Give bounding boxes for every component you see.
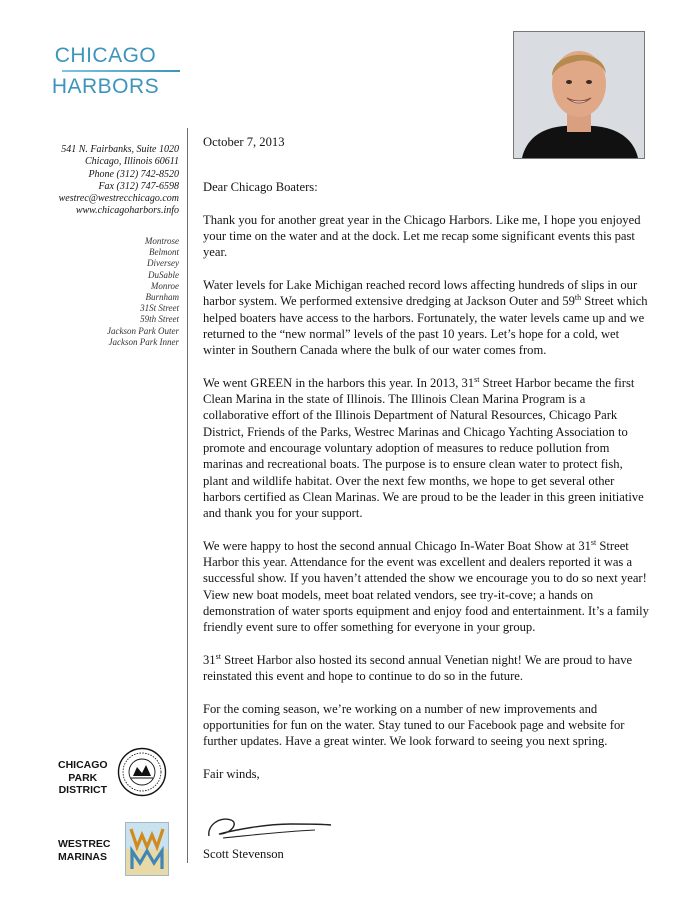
cpd-line: PARK	[68, 771, 98, 784]
paragraph-text: Water levels for Lake Michigan reached record lows affecting hundreds of slips in our harbor system. We performed extensive dredging at Jackson Outer and 59	[203, 278, 638, 309]
westrec-line: MARINAS	[58, 851, 107, 863]
paragraph-text: We were happy to host the second annual Chicago In-Water Boat Show at 31	[203, 538, 591, 553]
city-line: Chicago, Illinois 60611	[85, 156, 179, 168]
harbor-item: Jackson Park Outer	[107, 325, 179, 336]
contact-block	[59, 144, 179, 218]
paragraph-coming-season: For the coming season, we’re working on a number of new improvements and opportunities for fun on the water. Stay tuned to our Facebook page and website for further updates. Have a great winter. We look forward to seeing you next spring.	[203, 701, 625, 749]
paragraph-text: Street which helped boaters have access to the harbors. Fortunately, the water levels came up and we returned to the “new normal” levels of the past 10 years. Let’s hope for a cold, wet winter in Southern Canada where the bulk of our water comes from.	[203, 294, 648, 358]
ordinal-suffix: st	[474, 374, 480, 384]
closing: Fair winds,	[203, 766, 260, 781]
paragraph-text: Street Harbor also hosted its second annual Venetian night! We are proud to have reinstated this event and hope to continue to do so in the future.	[203, 652, 633, 684]
ordinal-suffix: st	[590, 537, 597, 547]
paragraph-text: Street Harbor became the first Clean Marina in the state of Illinois. The Illinois Clean Marina Program is a collaborative effort of the Illinois Department of Natural Resources, Chicago Park District, Friends of the Parks, Westrec Marinas and Chicago Yachting Association to promote and encourage voluntary adoption of measures to reduce pollution from marinas and recreational boats. The purpose is to ensure clean water to protect fish, plant and wildlife habitat. Over the next few months, we hope to get several other harbors certified as Clean Marinas. We are proud to be the leader in this green initiative and thank you for your support.	[203, 375, 644, 521]
seal-icon	[117, 747, 167, 797]
paragraph-clean-marina	[203, 375, 651, 522]
harbor-item: Jackson Park Inner	[108, 336, 179, 347]
website-line: www.chicagoharbors.info	[75, 205, 179, 217]
paragraph-text: We went GREEN in the harbors this year. In 2013, 31	[203, 375, 475, 390]
ordinal-suffix: st	[215, 651, 221, 661]
fax-line: Fax (312) 747-6598	[98, 180, 179, 192]
phone-line: Phone (312) 742-8520	[88, 168, 179, 180]
cpd-line: DISTRICT	[58, 784, 107, 796]
signer-name: Scott Stevenson	[203, 847, 284, 861]
cpd-line: CHICAGO	[58, 759, 108, 771]
logo-divider	[62, 70, 180, 72]
westrec-line: WESTREC	[58, 838, 111, 850]
ordinal-suffix: th	[574, 293, 582, 303]
logo-chicago-text: CHICAGO	[54, 44, 157, 67]
harbor-item: Monroe	[150, 280, 179, 291]
signature	[205, 812, 335, 851]
harbor-item: Diversey	[147, 258, 179, 269]
harbor-item: Belmont	[149, 247, 179, 258]
salutation: Dear Chicago Boaters:	[203, 180, 318, 195]
paragraph-boat-show	[203, 538, 651, 636]
margin-divider	[187, 128, 188, 863]
harbor-item: DuSable	[148, 269, 179, 280]
westrec-logo	[125, 822, 169, 876]
cpd-wordmark	[58, 759, 108, 797]
letter-date: October 7, 2013	[203, 135, 285, 149]
park-district-seal	[117, 747, 167, 802]
signature-scribble	[205, 812, 335, 846]
westrec-logo-icon	[126, 823, 168, 875]
harbor-item: 59th Street	[140, 314, 179, 325]
logo-harbors-text: HARBORS	[51, 75, 160, 98]
email-line: westrec@westrecchicago.com	[58, 193, 179, 205]
letter-body	[203, 134, 651, 799]
paragraph-text: Street Harbor this year. Attendance for the event was excellent and dealers reported it was a successful show. If you haven’t attended the show we encourage you to do so next year! View new boat models, meet boat related vendors, see try-it-cove; a hands on demonstration of water sports equipment and enjoy food and entertainment. It’s a family friendly event sure to offer something for everyone in your group.	[203, 538, 649, 635]
westrec-wordmark	[58, 838, 111, 864]
address-line: 541 N. Fairbanks, Suite 1020	[61, 144, 179, 155]
harbor-item: Burnham	[145, 292, 179, 303]
paragraph-venetian-night	[203, 652, 651, 685]
harbor-item: 31St Street	[140, 303, 179, 314]
harbor-list	[107, 236, 179, 348]
harbor-item: Montrose	[144, 236, 179, 246]
paragraph-text: 31	[203, 652, 216, 667]
paragraph-water-levels	[203, 277, 651, 358]
paragraph-intro: Thank you for another great year in the Chicago Harbors. Like me, I hope you enjoyed your time on the water and at the dock. Let me recap some significant events this past year.	[203, 212, 641, 260]
